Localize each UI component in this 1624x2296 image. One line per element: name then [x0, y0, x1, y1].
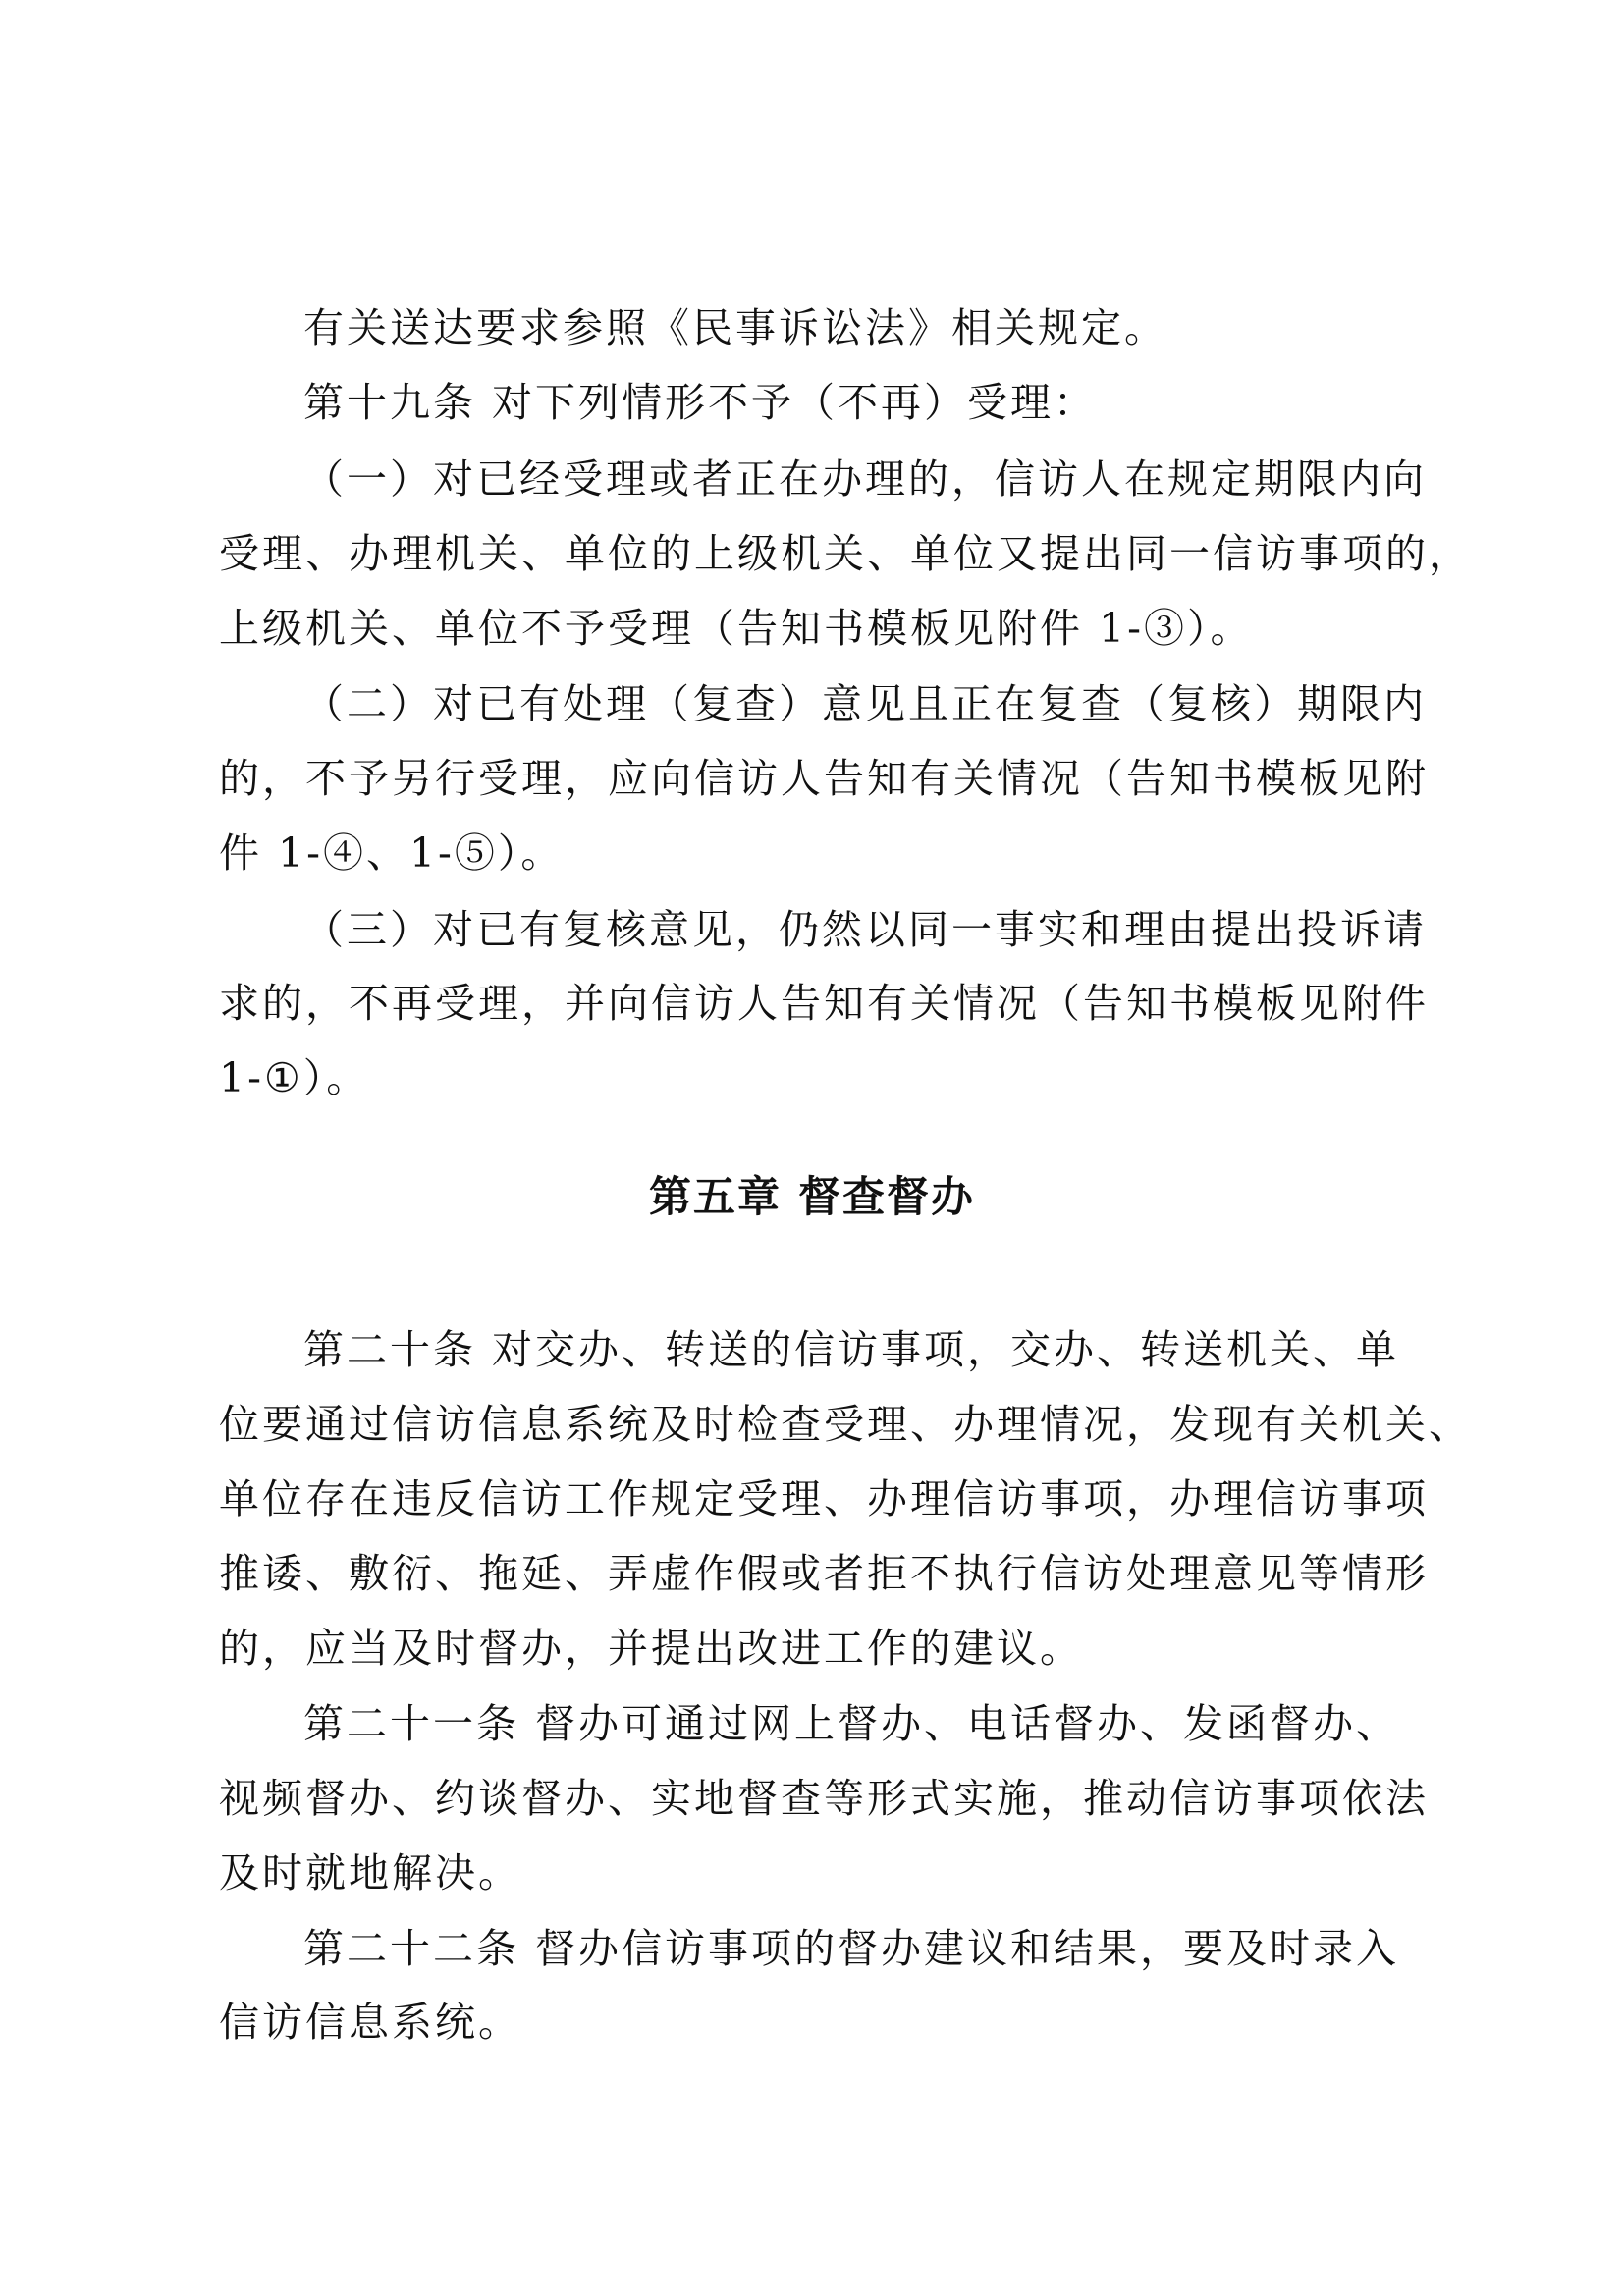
paragraph-line: 有关送达要求参照《民事诉讼法》相关规定。	[303, 304, 1167, 351]
paragraph-line: 信访信息系统。	[219, 1999, 521, 2046]
article-21-line: 第二十一条 督办可通过网上督办、电话督办、发函督办、	[303, 1700, 1400, 1747]
article-19-title: 第十九条 对下列情形不予（不再）受理：	[303, 379, 1098, 426]
paragraph-line: （二）对已有处理（复查）意见且正在复查（复核）期限内	[303, 680, 1427, 727]
article-22-line: 第二十二条 督办信访事项的督办建议和结果，要及时录入	[303, 1925, 1400, 1972]
paragraph-line: 1-①）。	[219, 1054, 370, 1101]
paragraph-line: 件 1-④、1-⑤）。	[219, 829, 565, 877]
article-20-line: 第二十条 对交办、转送的信访事项，交办、转送机关、单	[303, 1326, 1400, 1373]
paragraph-line: 单位存在违反信访工作规定受理、办理信访事项，办理信访事项	[219, 1475, 1429, 1522]
paragraph-line: 求的，不再受理，并向信访人告知有关情况（告知书模板见附件	[219, 980, 1429, 1027]
chapter-title: 第五章 督查督办	[649, 1173, 975, 1222]
paragraph-line: （三）对已有复核意见，仍然以同一事实和理由提出投诉请	[303, 906, 1427, 953]
paragraph-line: 视频督办、约谈督办、实地督查等形式实施，推动信访事项依法	[219, 1775, 1429, 1822]
paragraph-line: 位要通过信访信息系统及时检查受理、办理情况，发现有关机关、	[219, 1401, 1472, 1448]
paragraph-line: 及时就地解决。	[219, 1849, 521, 1896]
paragraph-line: 上级机关、单位不予受理（告知书模板见附件 1-③）。	[219, 605, 1254, 652]
paragraph-line: 受理、办理机关、单位的上级机关、单位又提出同一信访事项的，	[219, 530, 1472, 577]
paragraph-line: 推诿、敷衍、拖延、弄虚作假或者拒不执行信访处理意见等情形	[219, 1550, 1429, 1597]
paragraph-line: 的，应当及时督办，并提出改进工作的建议。	[219, 1625, 1083, 1672]
paragraph-line: 的，不予另行受理，应向信访人告知有关情况（告知书模板见附	[219, 755, 1429, 802]
paragraph-line: （一）对已经受理或者正在办理的，信访人在规定期限内向	[303, 455, 1427, 503]
